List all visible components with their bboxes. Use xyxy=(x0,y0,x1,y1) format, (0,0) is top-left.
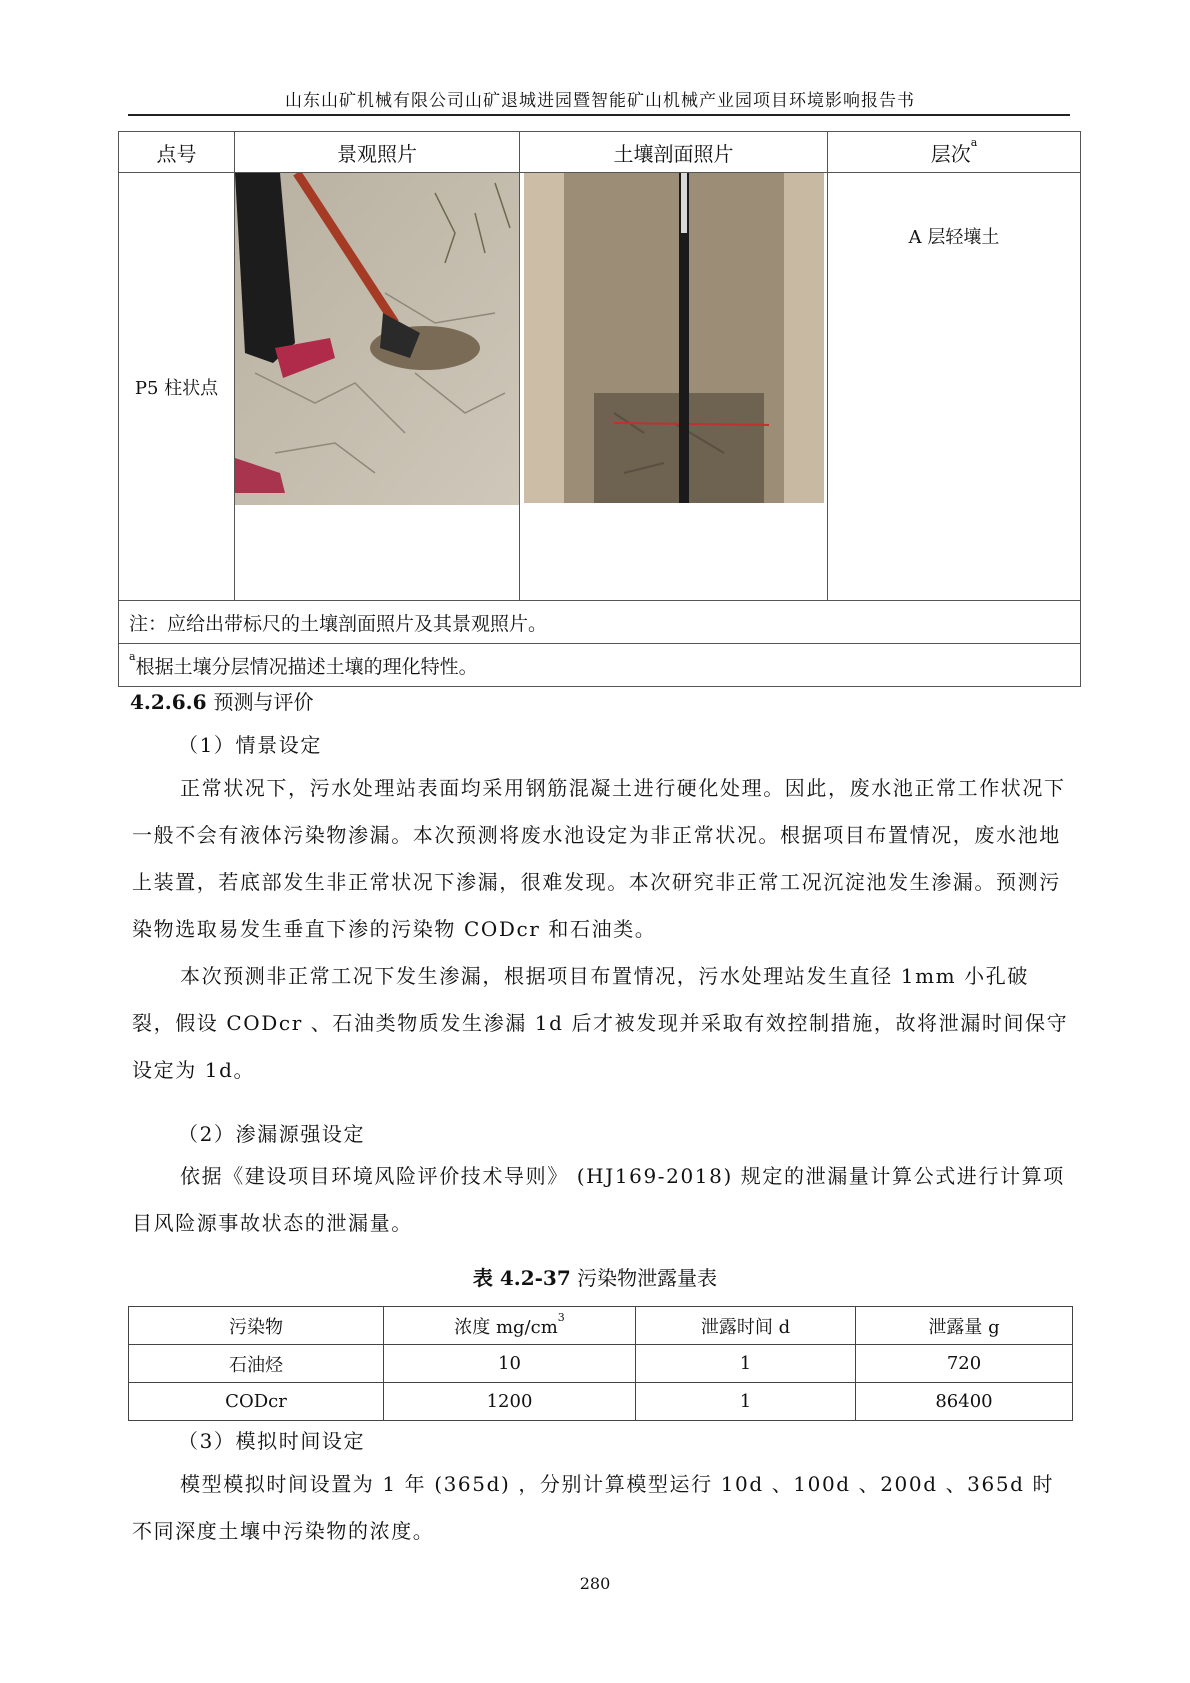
col-header-point: 点号 xyxy=(119,132,235,173)
amount-value: 720 xyxy=(856,1345,1073,1383)
concentration-unit-sup: 3 xyxy=(557,1310,565,1324)
page-number: 280 xyxy=(579,1574,611,1593)
footnote-sup: a xyxy=(129,649,136,663)
leak-header-pollutant: 污染物 xyxy=(129,1307,384,1345)
point-id: P5 柱状点 xyxy=(119,173,235,601)
profile-photo-cell xyxy=(520,173,828,601)
col-header-profile: 土壤剖面照片 xyxy=(520,132,828,173)
subsection-2: （2）渗漏源强设定 xyxy=(178,1122,366,1146)
paragraph-2-text: 本次预测非正常工况下发生渗漏，根据项目布置情况，污水处理站发生直径 1mm 小孔破裂，假设 CODcr 、石油类物质发生渗漏 1d 后才被发现并采取有效控制措施，故将泄漏时间保守设定为 1d。 xyxy=(132,964,1069,1082)
table-caption xyxy=(0,1262,1190,1291)
leak-table xyxy=(128,1306,1073,1421)
section-title: 预测与评价 xyxy=(213,690,314,714)
paragraph-2 xyxy=(132,953,1072,1094)
concentration-value: 1200 xyxy=(384,1383,636,1421)
soil-survey-table xyxy=(118,131,1081,687)
leak-header-amount: 泄露量 g xyxy=(856,1307,1073,1345)
paragraph-4-text: 模型模拟时间设置为 1 年 (365d) ，分别计算模型运行 10d 、100d 、200d 、365d 时不同深度土壤中污染物的浓度。 xyxy=(132,1472,1055,1543)
header-rule xyxy=(128,114,1070,116)
layer-header-sup: a xyxy=(970,135,978,149)
subsection-3: （3）模拟时间设定 xyxy=(178,1429,366,1453)
col-header-landscape: 景观照片 xyxy=(235,132,520,173)
caption-number: 表 4.2-37 xyxy=(472,1266,571,1290)
paragraph-1-text: 正常状况下，污水处理站表面均采用钢筋混凝土进行硬化处理。因此，废水池正常工作状况下一般不会有液体污染物渗漏。本次预测将废水池设定为非正常状况。根据项目布置情况，废水池地上装置，若底部发生非正常状况下渗漏，很难发现。本次研究非正常工况沉淀池发生渗漏。预测污染物选取易发生垂直下渗的污染物 CODcr 和石油类。 xyxy=(132,776,1066,941)
paragraph-3-text: 依据《建设项目环境风险评价技术导则》 (HJ169-2018) 规定的泄漏量计算公式进行计算项目风险源事故状态的泄漏量。 xyxy=(132,1164,1065,1235)
duration-value: 1 xyxy=(636,1345,856,1383)
caption-title: 污染物泄露量表 xyxy=(577,1266,718,1290)
footnote-text: 根据土壤分层情况描述土壤的理化特性。 xyxy=(135,655,478,678)
table-row xyxy=(129,1383,1073,1421)
landscape-photo xyxy=(235,173,519,505)
paragraph-4 xyxy=(132,1461,1072,1555)
table-footnote xyxy=(119,644,1081,687)
pollutant-name: 石油烃 xyxy=(129,1345,384,1383)
concentration-label: 浓度 mg/cm xyxy=(454,1316,558,1338)
pollutant-name: CODcr xyxy=(129,1383,384,1421)
soil-profile-photo xyxy=(524,173,824,503)
col-header-layer xyxy=(828,132,1081,173)
leak-header-duration: 泄露时间 d xyxy=(636,1307,856,1345)
table-note: 注：应给出带标尺的土壤剖面照片及其景观照片。 xyxy=(119,601,1081,644)
section-number: 4.2.6.6 xyxy=(130,690,207,714)
duration-value: 1 xyxy=(636,1383,856,1421)
landscape-photo-cell xyxy=(235,173,520,601)
amount-value: 86400 xyxy=(856,1383,1073,1421)
layer-description: A 层轻壤土 xyxy=(828,173,1081,601)
leak-header-concentration xyxy=(384,1307,636,1345)
paragraph-1 xyxy=(132,765,1072,953)
subsection-1: （1）情景设定 xyxy=(178,733,322,757)
layer-header-label: 层次 xyxy=(930,141,971,166)
section-heading xyxy=(130,686,314,715)
concentration-value: 10 xyxy=(384,1345,636,1383)
table-row xyxy=(129,1345,1073,1383)
paragraph-3 xyxy=(132,1153,1072,1247)
document-header: 山东山矿机械有限公司山矿退城进园暨智能矿山机械产业园项目环境影响报告书 xyxy=(285,91,915,111)
